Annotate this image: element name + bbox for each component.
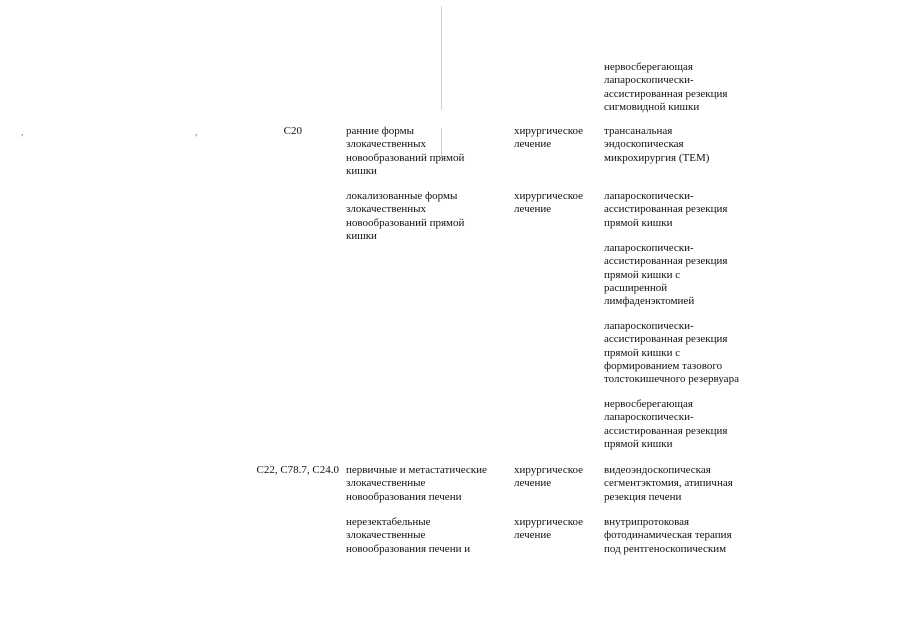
method-text: нервосберегающая лапароскопически- ассистированная резекция сигмовидной кишки [604,61,728,113]
method-text: лапароскопически- ассистированная резекция прямой кишки с формированием тазового толстокишечного резервуара [604,320,739,386]
treatment-type: хирургическое лечение [514,516,584,542]
treatment-type: хирургическое лечение [514,125,584,151]
diagnosis-text: локализованные формы злокачественных новообразований прямой кишки [346,190,465,242]
treatment-type: хирургическое лечение [514,464,584,490]
diagnosis-text: первичные и метастатические злокачественные новообразования печени [346,464,487,503]
method-text: лапароскопически- ассистированная резекция прямой кишки [604,190,728,229]
margin-mark: , [21,127,24,137]
method-text: нервосберегающая лапароскопически- ассистированная резекция прямой кишки [604,398,728,450]
method-text: лапароскопически- ассистированная резекция прямой кишки с расширенной лимфаденэктомией [604,242,728,308]
margin-mark: , [195,127,198,137]
scan-artifact-line [441,6,442,110]
method-text: внутрипротоковая фотодинамическая терапия под рентгеноскопическим [604,516,732,555]
diagnosis-code: C20 [283,125,302,137]
treatment-type: хирургическое лечение [514,190,584,216]
diagnosis-text: ранние формы злокачественных новообразований прямой кишки [346,125,465,177]
diagnosis-text: нерезектабельные злокачественные новообразования печени и [346,516,471,555]
method-text: трансанальная эндоскопическая микрохирургия (ТЕМ) [604,125,710,164]
method-text: видеоэндоскопическая сегментэктомия, атипичная резекция печени [604,464,733,503]
diagnosis-code: C22, C78.7, C24.0 [256,464,339,476]
